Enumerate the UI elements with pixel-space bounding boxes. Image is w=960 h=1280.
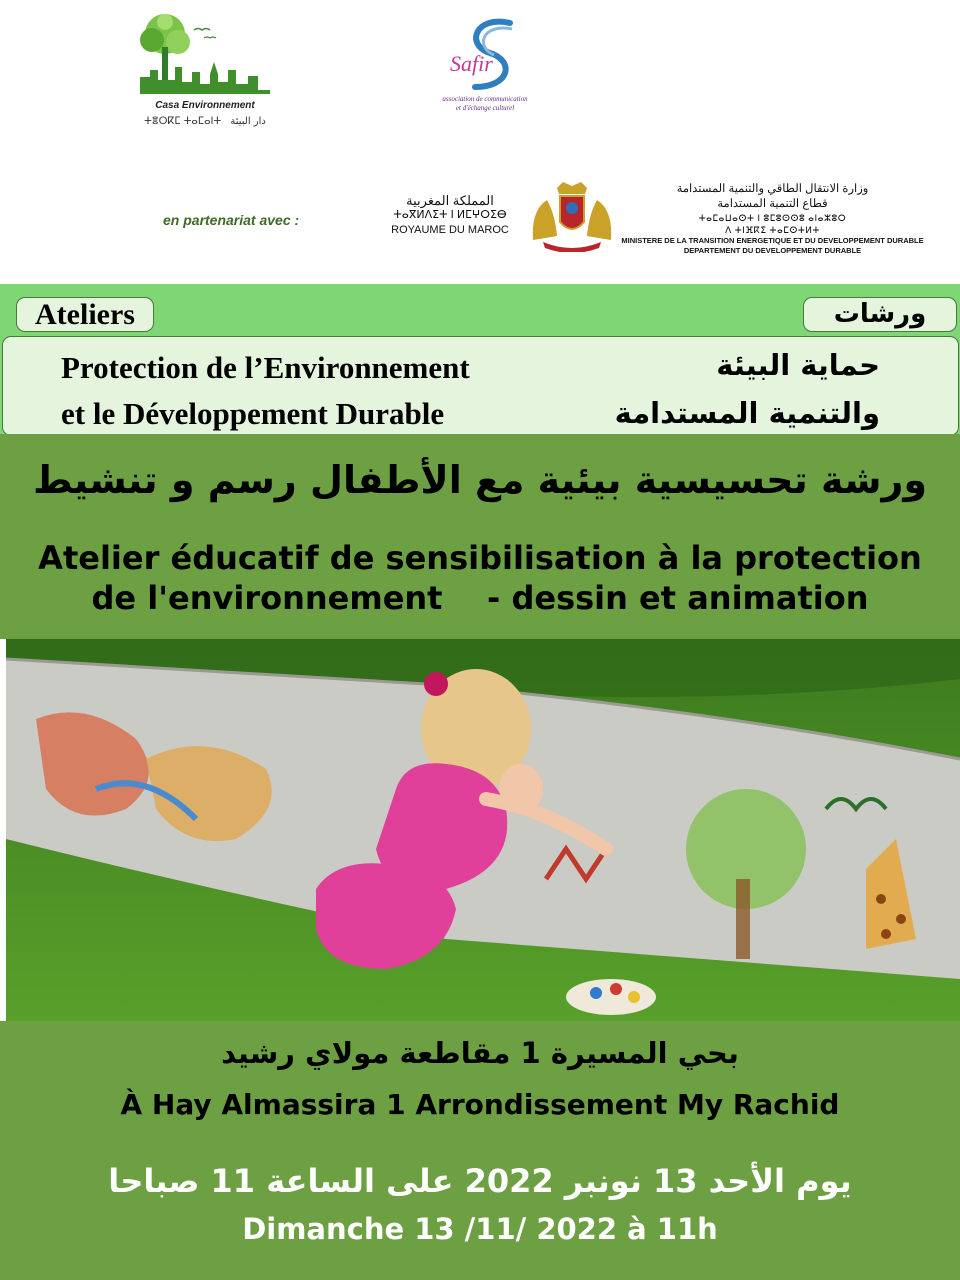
kingdom-french: ROYAUME DU MAROC	[391, 224, 509, 236]
location-french: À Hay Almassira 1 Arrondissement My Rachid	[120, 1088, 840, 1121]
ministry-french-2: DEPARTEMENT DU DEVELOPPEMENT DURABLE	[683, 246, 862, 255]
ministry-tifinagh-2: ⴷ ⵜⵏⴼⴽⵉ ⵜⴰⵎⵙⵜⵍⵜ	[725, 225, 820, 235]
warshat-label: ورشات	[833, 299, 927, 329]
kingdom-arabic: المملكة المغربية	[406, 193, 494, 208]
ministry-arabic-1: وزارة الانتقال الطاقي والتنمية المستدامة	[676, 183, 869, 195]
tree-skyline-icon	[130, 12, 280, 102]
ministry-arabic-2: قطاع التنمية المستدامة	[717, 198, 828, 210]
date-arabic: يوم الأحد 13 نونبر 2022 على الساعة 11 صباحا	[108, 1162, 852, 1200]
casa-environnement-logo	[130, 12, 280, 137]
ministry-french-1: MINISTERE DE LA TRANSITION ENERGETIQUE ET DU DEVELOPPEMENT DURABLE	[621, 236, 924, 245]
ateliers-label: Ateliers	[35, 298, 135, 331]
kingdom-block	[370, 193, 530, 238]
coat-of-arms-icon	[527, 180, 617, 252]
ministry-tifinagh-1: ⵜⴰⵎⴰⵡⴰⵙⵜ ⵏ ⵓⵎⵓⵙⵙⵓ ⴰⵏⴰⵣⵓⵔ	[698, 213, 847, 223]
casa-logo-arabic: دار البيئة	[230, 116, 266, 127]
partner-text: en partenariat avec :	[163, 212, 300, 228]
safir-logo	[420, 15, 550, 125]
safir-wordmark: Safir	[450, 51, 493, 76]
safir-tagline	[420, 95, 550, 113]
activity-title-french	[20, 538, 940, 618]
casa-logo-subtitle	[130, 116, 280, 127]
kingdom-tifinagh: ⵜⴰⴳⵍⴷⵉⵜ ⵏ ⵍⵎⵖⵔⵉⴱ	[393, 209, 507, 221]
warshat-badge	[803, 297, 957, 332]
location-arabic: بحي المسيرة 1 مقاطعة مولاي رشيد	[221, 1036, 739, 1070]
theme-title-ar-line1: حماية البيئة	[716, 348, 880, 382]
theme-title-box	[2, 336, 959, 436]
date-french: Dimanche 13 /11/ 2022 à 11h	[242, 1212, 718, 1246]
casa-logo-tifinagh: ⵜⴻⵔⴽⵎ ⵜⴰⵎⴰⵏⵜ	[144, 116, 222, 127]
safir-swirl-icon	[420, 15, 550, 95]
activity-title-fr-line1: Atelier éducatif de sensibilisation à la protection	[38, 539, 922, 577]
safir-tagline-2: et d'échange culturel	[455, 104, 515, 112]
ministry-block	[615, 182, 930, 256]
theme-title-fr-line2: et le Développement Durable	[61, 396, 445, 431]
theme-title-arabic	[615, 341, 880, 437]
activity-title-arabic: ورشة تحسيسية بيئية مع الأطفال رسم و تنشيط	[33, 458, 927, 502]
ateliers-badge	[16, 297, 154, 332]
casa-logo-name: Casa Environnement	[155, 100, 255, 111]
activity-title-fr-line2: de l'environnement - dessin et animation	[91, 579, 869, 617]
child-painting-photo	[6, 639, 960, 1021]
theme-title-french	[61, 345, 470, 437]
theme-title-fr-line1: Protection de l’Environnement	[61, 350, 470, 385]
safir-tagline-1: association de communication	[442, 95, 528, 103]
theme-title-ar-line2: والتنمية المستدامة	[614, 396, 880, 430]
